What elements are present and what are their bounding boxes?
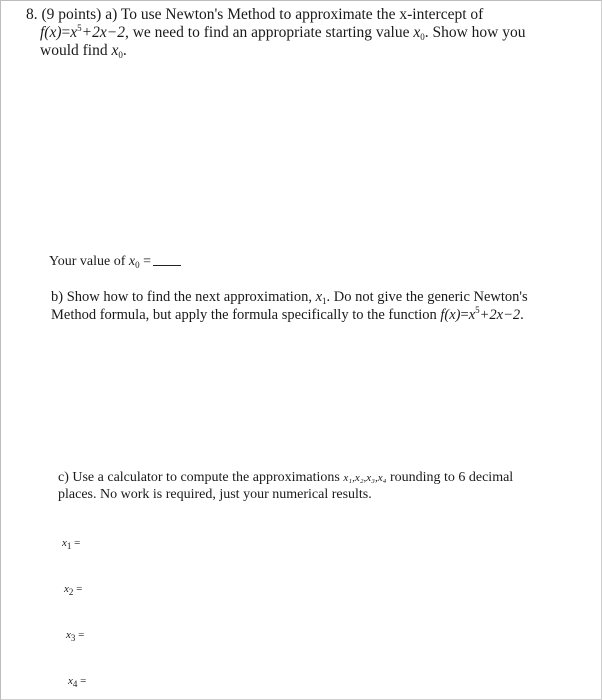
x3-answer-var: x — [66, 629, 71, 641]
x0-answer-sub: 0 — [135, 260, 140, 270]
function-lhs: f(x) — [40, 24, 62, 41]
function-equals: = — [61, 24, 71, 41]
x2-answer-sub: 2 — [68, 587, 74, 597]
x1-sub: 1 — [322, 296, 327, 306]
x1-answer-sub: 1 — [66, 541, 72, 551]
x2-answer-eq: = — [76, 583, 83, 595]
answer-equals: = — [143, 254, 151, 269]
part-c-intro: c) Use a calculator to compute the approximations — [58, 470, 340, 485]
x0-answer-var: x — [128, 254, 136, 269]
part-a-line2-end: . Show how you — [424, 24, 526, 41]
x1-answer — [62, 537, 80, 549]
answer-prompt: Your value of — [49, 254, 126, 269]
function-x: x — [70, 24, 78, 41]
part-a-line2-text: , we need to find an appropriate starting value — [124, 24, 410, 41]
part-b-line2-end: . — [520, 307, 524, 323]
x3-answer-eq: = — [78, 629, 85, 641]
part-a-intro: To use Newton's Method to approximate the x-intercept of — [120, 6, 484, 23]
part-a-label: a) — [105, 6, 118, 23]
x4-answer-eq: = — [80, 675, 87, 687]
x2-answer — [64, 583, 82, 595]
part-a-line-2 — [40, 23, 526, 43]
function-rest: +2x−2 — [81, 24, 125, 41]
part-b-line1-end: . Do not give the generic Newton's — [326, 289, 528, 305]
function-exponent: 5 — [77, 23, 82, 33]
x4-answer — [68, 675, 86, 687]
x0-answer-blank[interactable] — [153, 253, 181, 266]
x2-answer-var: x — [64, 583, 69, 595]
part-c-line1-end: rounding to 6 decimal — [389, 470, 514, 485]
part-a-line3-text: would find — [40, 42, 108, 59]
x0-var: x — [413, 24, 421, 41]
x3-answer — [66, 629, 84, 641]
x1-var: x — [315, 289, 323, 305]
part-c-line2-text: places. No work is required, just your numerical results. — [58, 487, 372, 502]
x0-sub-2: 0 — [118, 50, 123, 60]
b-function-x: x — [468, 307, 476, 323]
part-c-line-2 — [58, 485, 372, 505]
approx-list: x₁,x₂,x₃,x₄ — [343, 472, 387, 484]
x1-answer-var: x — [62, 537, 67, 549]
x3-answer-sub: 3 — [70, 633, 76, 643]
x1-answer-eq: = — [74, 537, 81, 549]
x0-answer-line — [49, 252, 181, 272]
b-function-equals: = — [460, 307, 469, 323]
part-b-line-2 — [51, 305, 524, 325]
b-function-lhs: f(x) — [440, 307, 461, 323]
part-a-line-3 — [40, 41, 127, 61]
x0-var-2: x — [111, 42, 119, 59]
x4-answer-sub: 4 — [72, 679, 78, 689]
part-a-line-1 — [26, 5, 483, 25]
question-number: 8. (9 points) — [26, 6, 102, 23]
part-b-line2-text: Method formula, but apply the formula specifically to the function — [51, 307, 437, 323]
part-b-line-1 — [51, 287, 528, 307]
b-function-rest: +2x−2 — [479, 307, 521, 323]
x0-sub: 0 — [420, 32, 425, 42]
part-b-intro: b) Show how to find the next approximation, — [51, 289, 312, 305]
part-a-line3-end: . — [122, 42, 127, 59]
x4-answer-var: x — [68, 675, 73, 687]
b-function-exponent: 5 — [475, 305, 480, 315]
